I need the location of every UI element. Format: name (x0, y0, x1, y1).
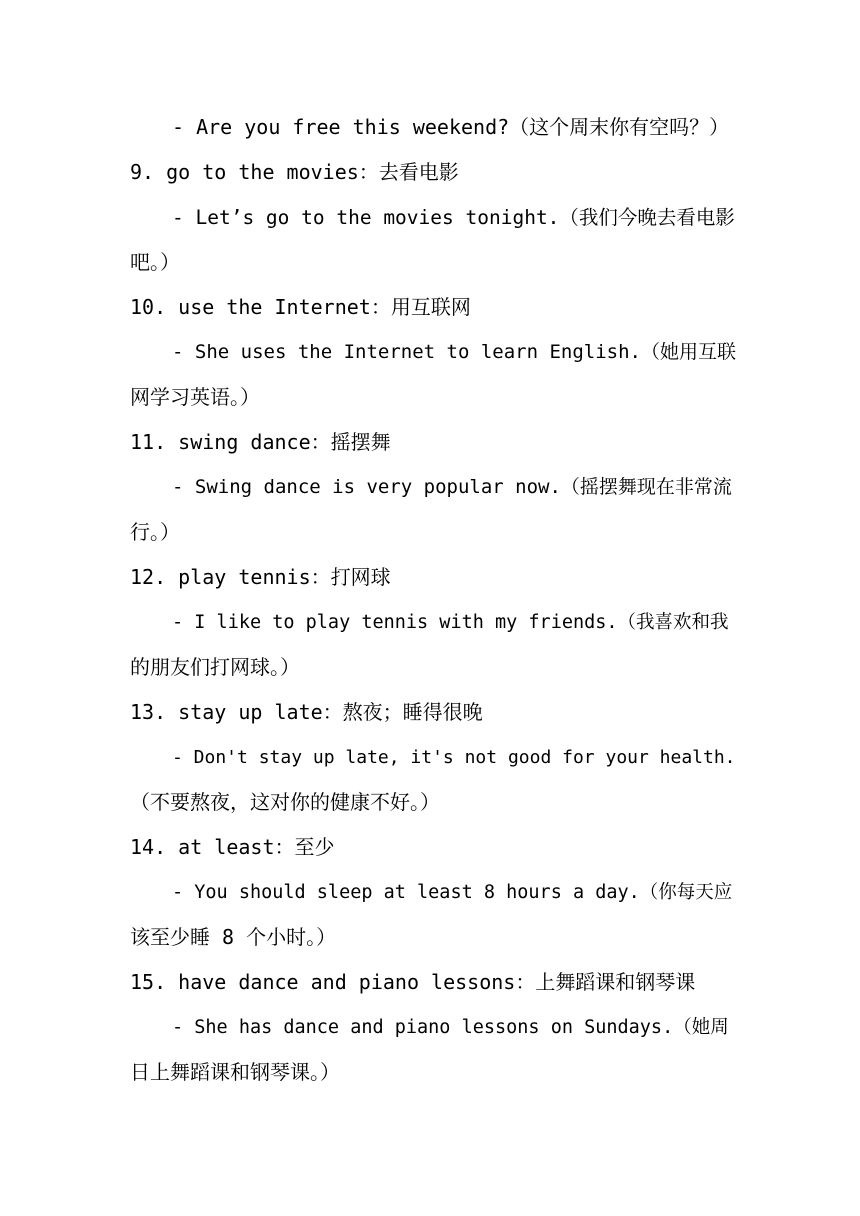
vocab-entry: 11. swing dance：摇摆舞 (130, 430, 391, 454)
example-sentence-continuation: 该至少睡 8 个小时。） (130, 925, 337, 949)
vocab-entry: 10. use the Internet：用互联网 (130, 295, 471, 319)
example-sentence-continuation: 的朋友们打网球。） (130, 655, 300, 679)
example-sentence-continuation: 吧。） (130, 250, 180, 274)
example-sentence: - You should sleep at least 8 hours a day.（你每天应 (172, 882, 733, 903)
example-sentence: - Are you free this weekend?（这个周末你有空吗？） (172, 115, 730, 139)
vocab-entry: 12. play tennis：打网球 (130, 565, 391, 589)
example-sentence: - I like to play tennis with my friends.（我喜欢和我 (172, 612, 729, 633)
example-sentence-continuation: （不要熬夜，这对你的健康不好。） (130, 790, 440, 814)
example-sentence: - Let’s go to the movies tonight.（我们今晚去看电影 (172, 206, 735, 229)
vocab-entry: 13. stay up late：熬夜；睡得很晚 (130, 700, 483, 724)
example-sentence-continuation: 行。） (130, 520, 180, 544)
example-sentence: - She uses the Internet to learn English.（她用互联 (172, 341, 736, 363)
example-sentence: - She has dance and piano lessons on Sundays.（她周 (172, 1017, 729, 1038)
vocab-entry: 14. at least：至少 (130, 835, 335, 859)
example-sentence-continuation: 日上舞蹈课和钢琴课。） (130, 1060, 340, 1084)
example-sentence: - Swing dance is very popular now.（摇摆舞现在非常流 (172, 476, 732, 498)
vocab-entry: 15. have dance and piano lessons：上舞蹈课和钢琴课 (130, 970, 696, 994)
vocab-entry: 9. go to the movies：去看电影 (130, 160, 459, 184)
example-sentence-continuation: 网学习英语。） (130, 385, 260, 409)
example-sentence: - Don't stay up late, it's not good for your health. (172, 747, 736, 768)
